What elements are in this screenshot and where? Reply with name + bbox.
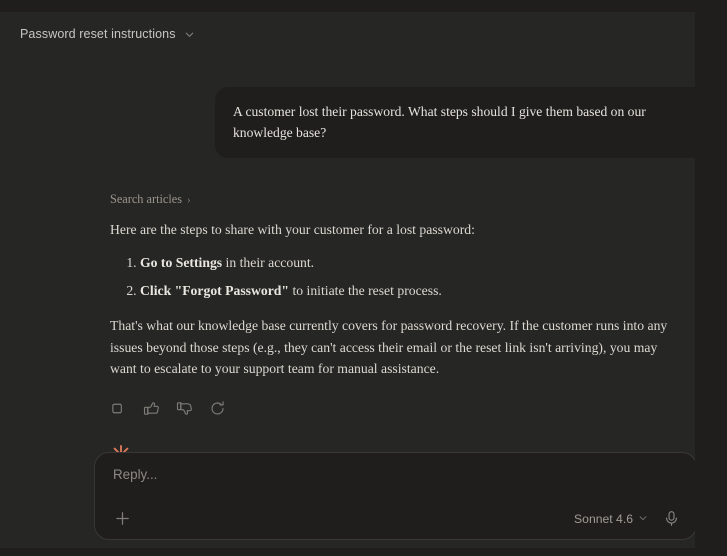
composer-area <box>0 452 727 556</box>
composer-right-controls <box>574 510 680 527</box>
model-selector-label: Sonnet 4.6 <box>574 511 633 526</box>
step-rest-text: in their account. <box>222 254 315 270</box>
chevron-down-icon[interactable] <box>184 29 195 40</box>
assistant-outro-text: That's what our knowledge base currently covers for password recovery. If the customer runs into any issues beyond those steps (e.g., they can't access their email or the reset link isn't arriving), you may want to escalate to your support team for manual assistance. <box>110 318 668 377</box>
asterisk-spinner-icon <box>110 444 132 452</box>
bottom-edge-gutter <box>0 548 727 556</box>
microphone-icon[interactable] <box>663 510 680 527</box>
model-selector[interactable] <box>574 512 649 526</box>
conversation-title-dropdown[interactable] <box>20 27 195 41</box>
tool-use-search-articles[interactable] <box>110 192 191 207</box>
chevron-right-icon: › <box>187 193 191 206</box>
chevron-down-icon[interactable] <box>638 513 649 524</box>
conversation-header <box>0 12 727 56</box>
copy-icon[interactable] <box>110 400 127 417</box>
plus-icon[interactable] <box>113 509 132 528</box>
list-item <box>140 252 677 274</box>
assistant-lead-text: Here are the steps to share with your customer for a lost password: <box>110 222 475 238</box>
user-message-row <box>20 87 707 158</box>
message-actions <box>110 400 677 417</box>
step-rest-text: to initiate the reset process. <box>289 283 442 299</box>
thumbs-down-icon[interactable] <box>176 400 193 417</box>
retry-icon[interactable] <box>209 400 226 417</box>
step-bold-text: Go to Settings <box>140 254 223 270</box>
composer-toolbar <box>113 509 680 539</box>
assistant-status-glyph-wrap <box>20 444 707 452</box>
conversation-scroll-area[interactable] <box>0 56 727 452</box>
assistant-steps-list <box>110 252 677 302</box>
thumbs-up-icon[interactable] <box>143 400 160 417</box>
step-bold-text: Click "Forgot Password" <box>140 283 290 299</box>
conversation-title: Password reset instructions <box>20 27 176 41</box>
list-item <box>140 280 677 302</box>
user-message-bubble: A customer lost their password. What steps should I give them based on our knowledge base? <box>215 87 707 158</box>
tool-use-label: Search articles <box>110 192 183 207</box>
assistant-message <box>20 190 707 417</box>
composer[interactable] <box>94 452 697 540</box>
reply-input[interactable] <box>113 467 680 482</box>
window-top-strip <box>0 0 727 12</box>
